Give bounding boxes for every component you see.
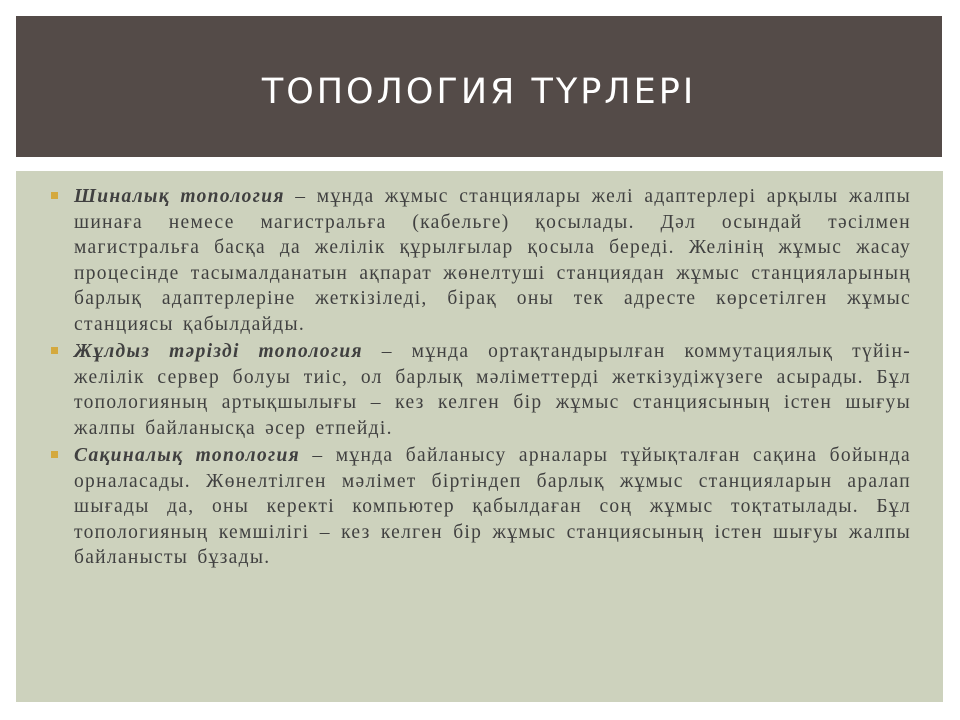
square-bullet-icon [51,192,58,199]
bullet-item-star-topology [74,339,911,441]
slide-title: ТОПОЛОГИЯ ТҮРЛЕРІ [261,71,697,112]
bullet-item-bus-topology [74,184,911,337]
bullet-text: – мұнда байланысу арналары тұйықталған сақина бойында орналасады. Жөнелтілген мәлімет біртіндеп барлық жұмыс станцияларын аралап шығады да, оны керекті компьютер қабылдаған соң жұмыс тоқтатылады. Бұл топологияның кемшілігі – кез келген бір жұмыс станциясының істен шығуы жалпы байланысты бұзады. [74,445,911,568]
title-bar [16,16,942,157]
bullet-text: – мұнда ортақтандырылған коммутациялық түйін-желілік сервер болуы тиіс, ол барлық мәліметтерді жеткізудіжүзеге асырады. Бұл топологияның артықшылығы – кез келген бір жұмыс станциясының істен шығуы жалпы байланысқа әсер етпейді. [74,341,911,439]
square-bullet-icon [51,347,58,354]
content-panel [16,171,943,702]
square-bullet-icon [51,451,58,458]
bullet-term: Жұлдыз тәрізді топология [74,341,363,362]
bullet-text: – мұнда жұмыс станциялары желі адаптерлері арқылы жалпы шинаға немесе магистральға (кабельге) қосылады. Дәл осындай тәсілмен магистральға басқа да желілік құрылғылар қосыла береді. Желінің жұмыс жасау процесінде тасымалданатын ақпарат жөнелтуші станциядан жұмыс станцияларының барлық адаптерлеріне жеткізіледі, бірақ оны тек адресте көрсетілген жұмыс станциясы қабылдайды. [74,186,912,335]
bullet-item-ring-topology [74,443,911,571]
bullet-list [16,171,943,571]
bullet-term: Шиналық топология [74,186,285,207]
bullet-term: Сақиналық топология [74,445,300,466]
